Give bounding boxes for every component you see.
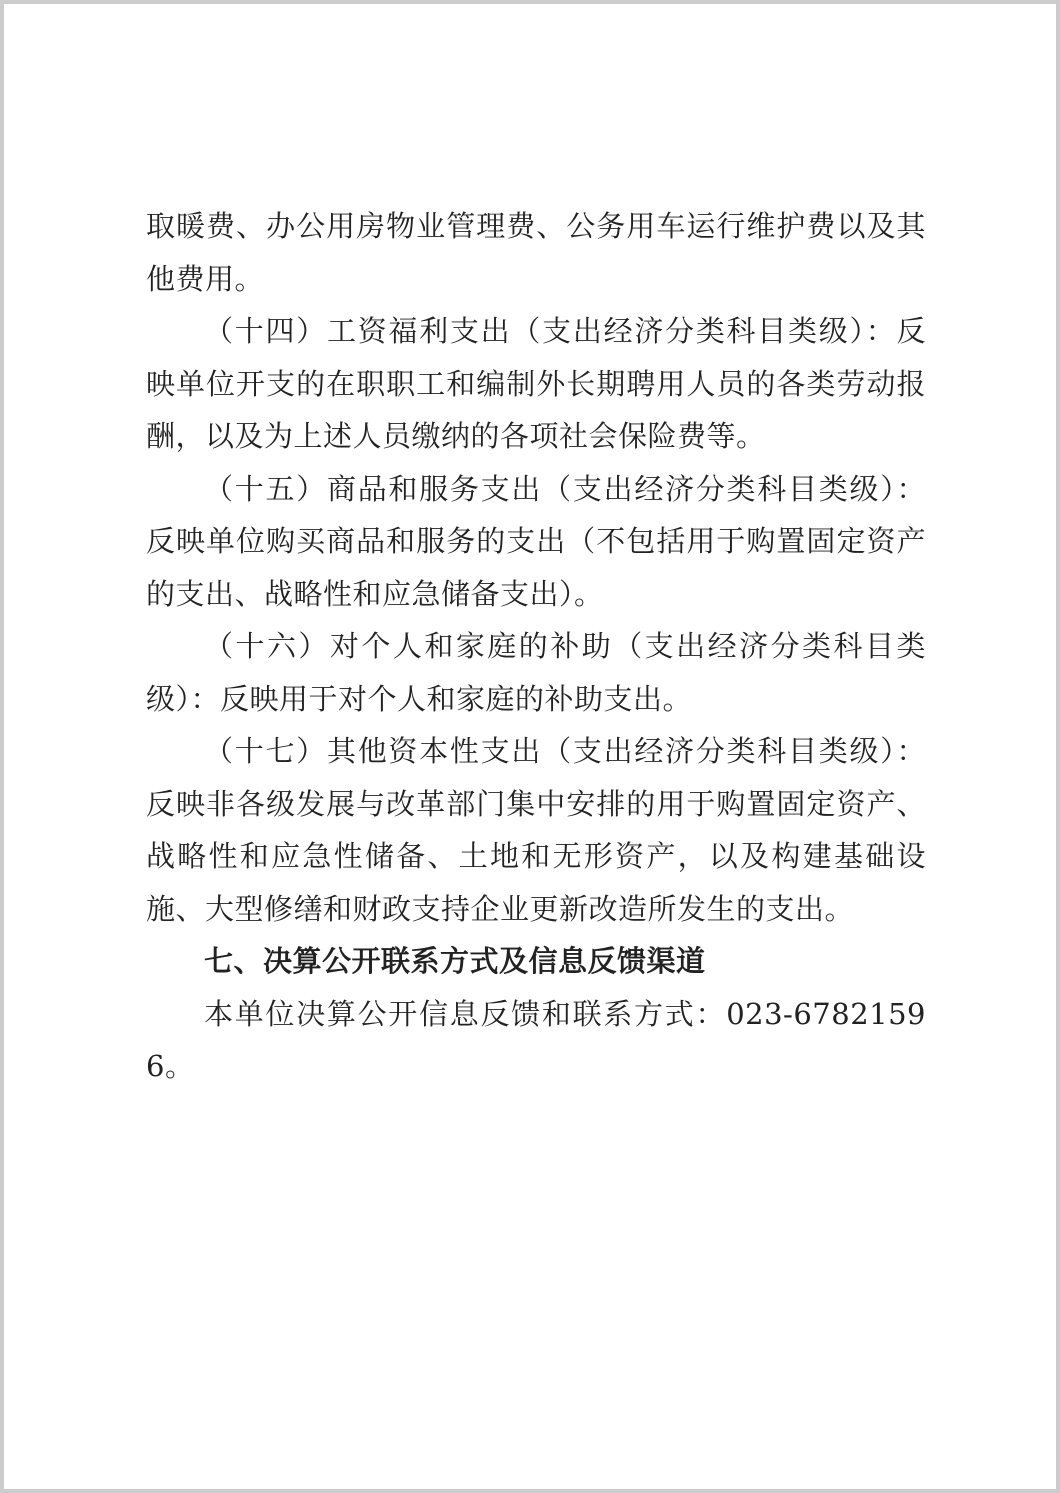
paragraph-contact-info: 本单位决算公开信息反馈和联系方式：023-67821596。: [146, 996, 926, 1083]
paragraph-other-capital: （十七）其他资本性支出（支出经济分类科目类级）：反映非各级发展与改革部门集中安排的用于购置固定资产、战略性和应急性储备、土地和无形资产，以及构建基础设施、大型修缮和财政支持企业更新改造所发生的支出。: [146, 734, 926, 926]
paragraph-wage-welfare: （十四）工资福利支出（支出经济分类科目类级）：反映单位开支的在职职工和编制外长期聘用人员的各类劳动报酬，以及为上述人员缴纳的各项社会保险费等。: [146, 314, 926, 453]
paragraph-continued: 取暖费、办公用房物业管理费、公务用车运行维护费以及其他费用。: [146, 209, 926, 296]
paragraph-goods-services: （十五）商品和服务支出（支出经济分类科目类级）：反映单位购买商品和服务的支出（不包括用于购置固定资产的支出、战略性和应急储备支出）。: [146, 471, 926, 611]
paragraph-individual-subsidy: （十六）对个人和家庭的补助（支出经济分类科目类级）：反映用于对个人和家庭的补助支出。: [146, 629, 926, 716]
document-body: [146, 200, 926, 1093]
section-heading-contact: 七、决算公开联系方式及信息反馈渠道: [204, 944, 706, 978]
